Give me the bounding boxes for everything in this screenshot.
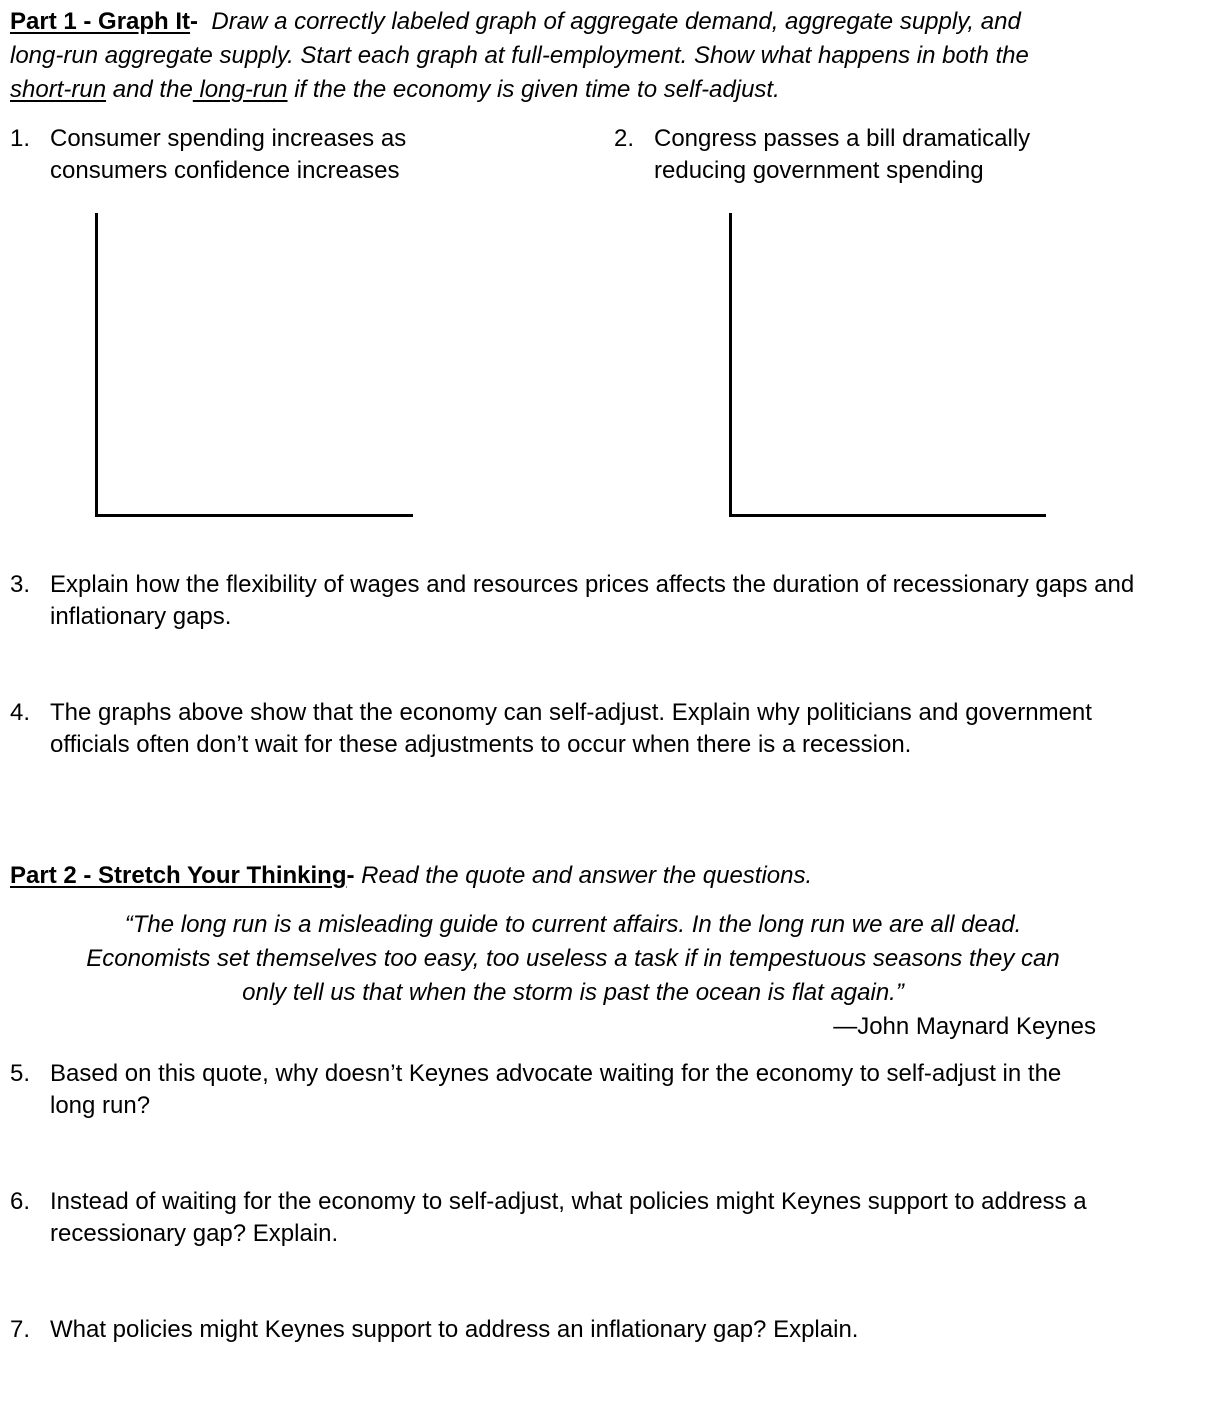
question-text: Based on this quote, why doesn’t Keynes advocate waiting for the economy to self-adjust in the long run? bbox=[50, 1060, 1062, 1119]
question-number: 7. bbox=[10, 1316, 31, 1343]
question-number: 2. bbox=[614, 125, 635, 152]
question-number: 5. bbox=[10, 1060, 31, 1087]
part1-instructions-line3 bbox=[10, 73, 780, 107]
question-2 bbox=[614, 123, 1064, 187]
question-7 bbox=[10, 1314, 1150, 1346]
graph-2-y-axis bbox=[729, 213, 732, 517]
and-the-text: and the bbox=[106, 76, 193, 103]
long-run-term: long-run bbox=[192, 76, 288, 103]
question-text: Explain how the flexibility of wages and resources prices affects the duration of recessionary gaps and inflationary gaps. bbox=[50, 571, 1135, 630]
question-5 bbox=[10, 1058, 1110, 1122]
question-number: 3. bbox=[10, 571, 31, 598]
question-4 bbox=[10, 697, 1150, 761]
part1-instructions-line2: long-run aggregate supply. Start each graph at full-employment. Show what happens in both the bbox=[10, 42, 1029, 69]
question-3 bbox=[10, 569, 1150, 633]
instructions-end: if the the economy is given time to self-adjust. bbox=[287, 76, 780, 103]
question-1 bbox=[10, 123, 430, 187]
graph-1-y-axis bbox=[95, 213, 98, 517]
quote-attribution: —John Maynard Keynes bbox=[833, 1013, 1096, 1040]
question-6 bbox=[10, 1186, 1130, 1250]
graph-2-x-axis bbox=[729, 514, 1046, 517]
question-text: Instead of waiting for the economy to self-adjust, what policies might Keynes support to address a recessionary gap? Explain. bbox=[50, 1188, 1087, 1247]
part2-heading-dash: - bbox=[346, 862, 355, 889]
question-text: The graphs above show that the economy can self-adjust. Explain why politicians and government officials often don’t wait for these adjustments to occur when there is a recession. bbox=[50, 699, 1092, 758]
quote-line-2: Economists set themselves too easy, too useless a task if in tempestuous seasons they can bbox=[86, 945, 1060, 972]
question-text: What policies might Keynes support to address an inflationary gap? Explain. bbox=[50, 1316, 859, 1343]
quote-line-1: “The long run is a misleading guide to current affairs. In the long run we are all dead. bbox=[124, 911, 1022, 938]
question-number: 4. bbox=[10, 699, 31, 726]
question-text: Consumer spending increases as consumers confidence increases bbox=[50, 125, 407, 184]
part1-instructions-line1: Draw a correctly labeled graph of aggregate demand, aggregate supply, and bbox=[211, 8, 1021, 35]
quote-line-3: only tell us that when the storm is past the ocean is flat again.” bbox=[242, 979, 904, 1006]
graph-1-x-axis bbox=[95, 514, 413, 517]
part1-heading-dash: - bbox=[190, 8, 199, 35]
question-text: Congress passes a bill dramatically reducing government spending bbox=[654, 125, 1031, 184]
part2-instructions: Read the quote and answer the questions. bbox=[354, 862, 813, 889]
part2-heading: Part 2 - Stretch Your Thinking bbox=[10, 862, 347, 889]
part1-heading: Part 1 - Graph It bbox=[10, 8, 191, 35]
part1-heading-line bbox=[10, 5, 1021, 39]
part2-heading-line bbox=[10, 859, 812, 893]
question-number: 1. bbox=[10, 125, 31, 152]
short-run-term: short-run bbox=[10, 76, 107, 103]
question-number: 6. bbox=[10, 1188, 31, 1215]
